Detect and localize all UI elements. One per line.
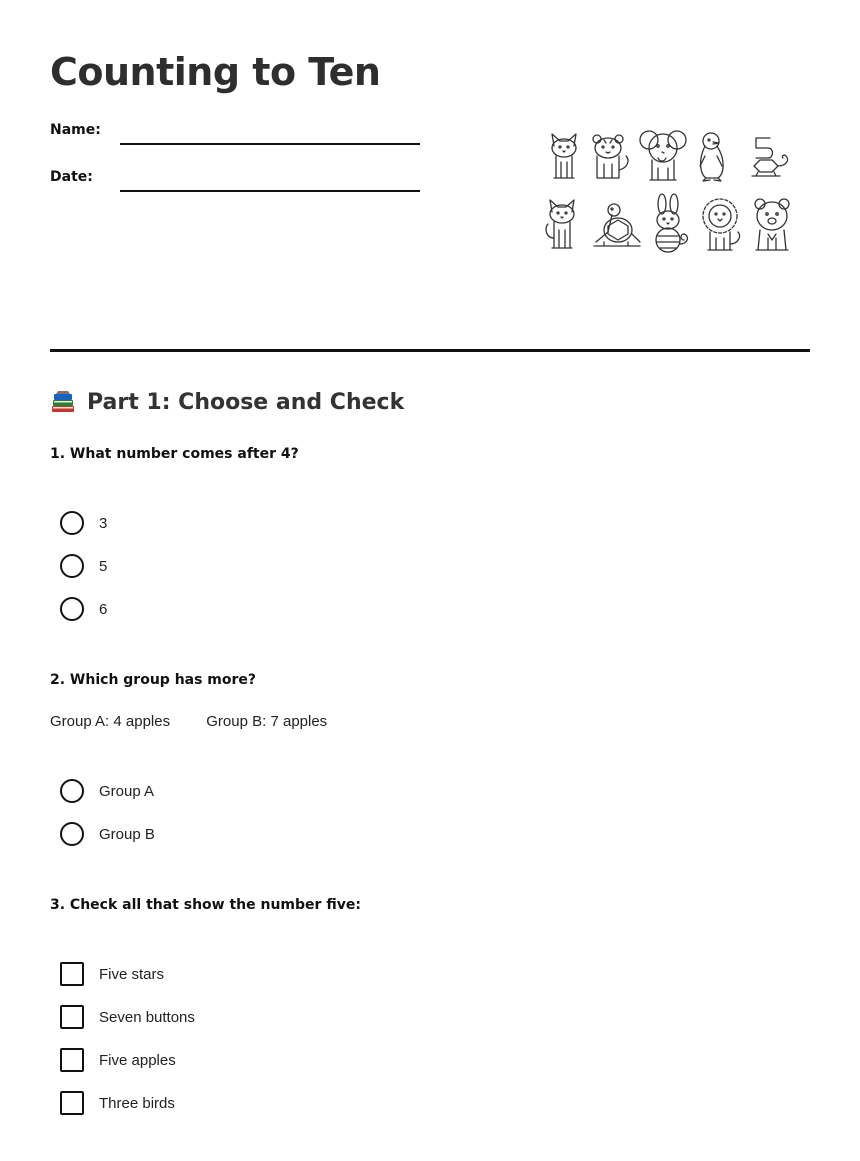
worksheet-title: Counting to Ten <box>50 50 381 94</box>
q2-option-group-b[interactable] <box>60 822 155 846</box>
lion-icon <box>703 199 740 250</box>
snail-icon <box>752 138 788 176</box>
kitten-icon <box>546 200 574 248</box>
radio-button[interactable] <box>60 597 84 621</box>
radio-button[interactable] <box>60 511 84 535</box>
q2-option-group-a[interactable] <box>60 779 154 803</box>
option-label: 6 <box>99 600 108 618</box>
q3-option-five-stars[interactable] <box>60 962 164 986</box>
option-label: Group B <box>99 825 155 843</box>
option-label: Three birds <box>99 1094 175 1112</box>
group-comparison <box>50 713 327 730</box>
radio-button[interactable] <box>60 822 84 846</box>
group-a-text: Group A: 4 apples <box>50 713 171 730</box>
bear-icon <box>755 199 789 250</box>
name-label: Name: <box>50 122 101 138</box>
turtle-icon <box>594 204 640 246</box>
radio-button[interactable] <box>60 554 84 578</box>
checkbox[interactable] <box>60 1048 84 1072</box>
q1-option-6[interactable] <box>60 597 107 621</box>
penguin-icon <box>700 133 723 181</box>
option-label: Five stars <box>99 965 165 983</box>
option-label: Five apples <box>99 1051 176 1069</box>
option-label: 5 <box>99 557 108 575</box>
cat-icon <box>552 134 576 178</box>
option-label: Group A <box>99 782 155 800</box>
q3-option-three-birds[interactable] <box>60 1091 175 1115</box>
checkbox[interactable] <box>60 1005 84 1029</box>
bunny-icon <box>656 194 687 252</box>
books-icon <box>50 389 76 415</box>
question-1: 1. What number comes after 4? <box>50 446 299 462</box>
checkbox[interactable] <box>60 962 84 986</box>
group-b-text: Group B: 7 apples <box>206 713 328 730</box>
tiger-cub-icon <box>593 135 628 178</box>
q3-option-five-apples[interactable] <box>60 1048 176 1072</box>
q1-option-5[interactable] <box>60 554 107 578</box>
option-label: 3 <box>99 514 108 532</box>
mouse-icon <box>640 131 686 180</box>
q1-option-3[interactable] <box>60 511 107 535</box>
name-field[interactable] <box>120 143 420 145</box>
section-divider <box>50 349 810 352</box>
animal-illustrations <box>540 122 800 256</box>
option-label: Seven buttons <box>99 1008 195 1026</box>
radio-button[interactable] <box>60 779 84 803</box>
checkbox[interactable] <box>60 1091 84 1115</box>
date-field[interactable] <box>120 190 420 192</box>
question-2: 2. Which group has more? <box>50 672 257 688</box>
question-3: 3. Check all that show the number five: <box>50 897 361 913</box>
part1-title: Part 1: Choose and Check <box>87 389 405 415</box>
q3-option-seven-buttons[interactable] <box>60 1005 195 1029</box>
date-label: Date: <box>50 169 93 185</box>
part1-heading <box>50 389 404 415</box>
